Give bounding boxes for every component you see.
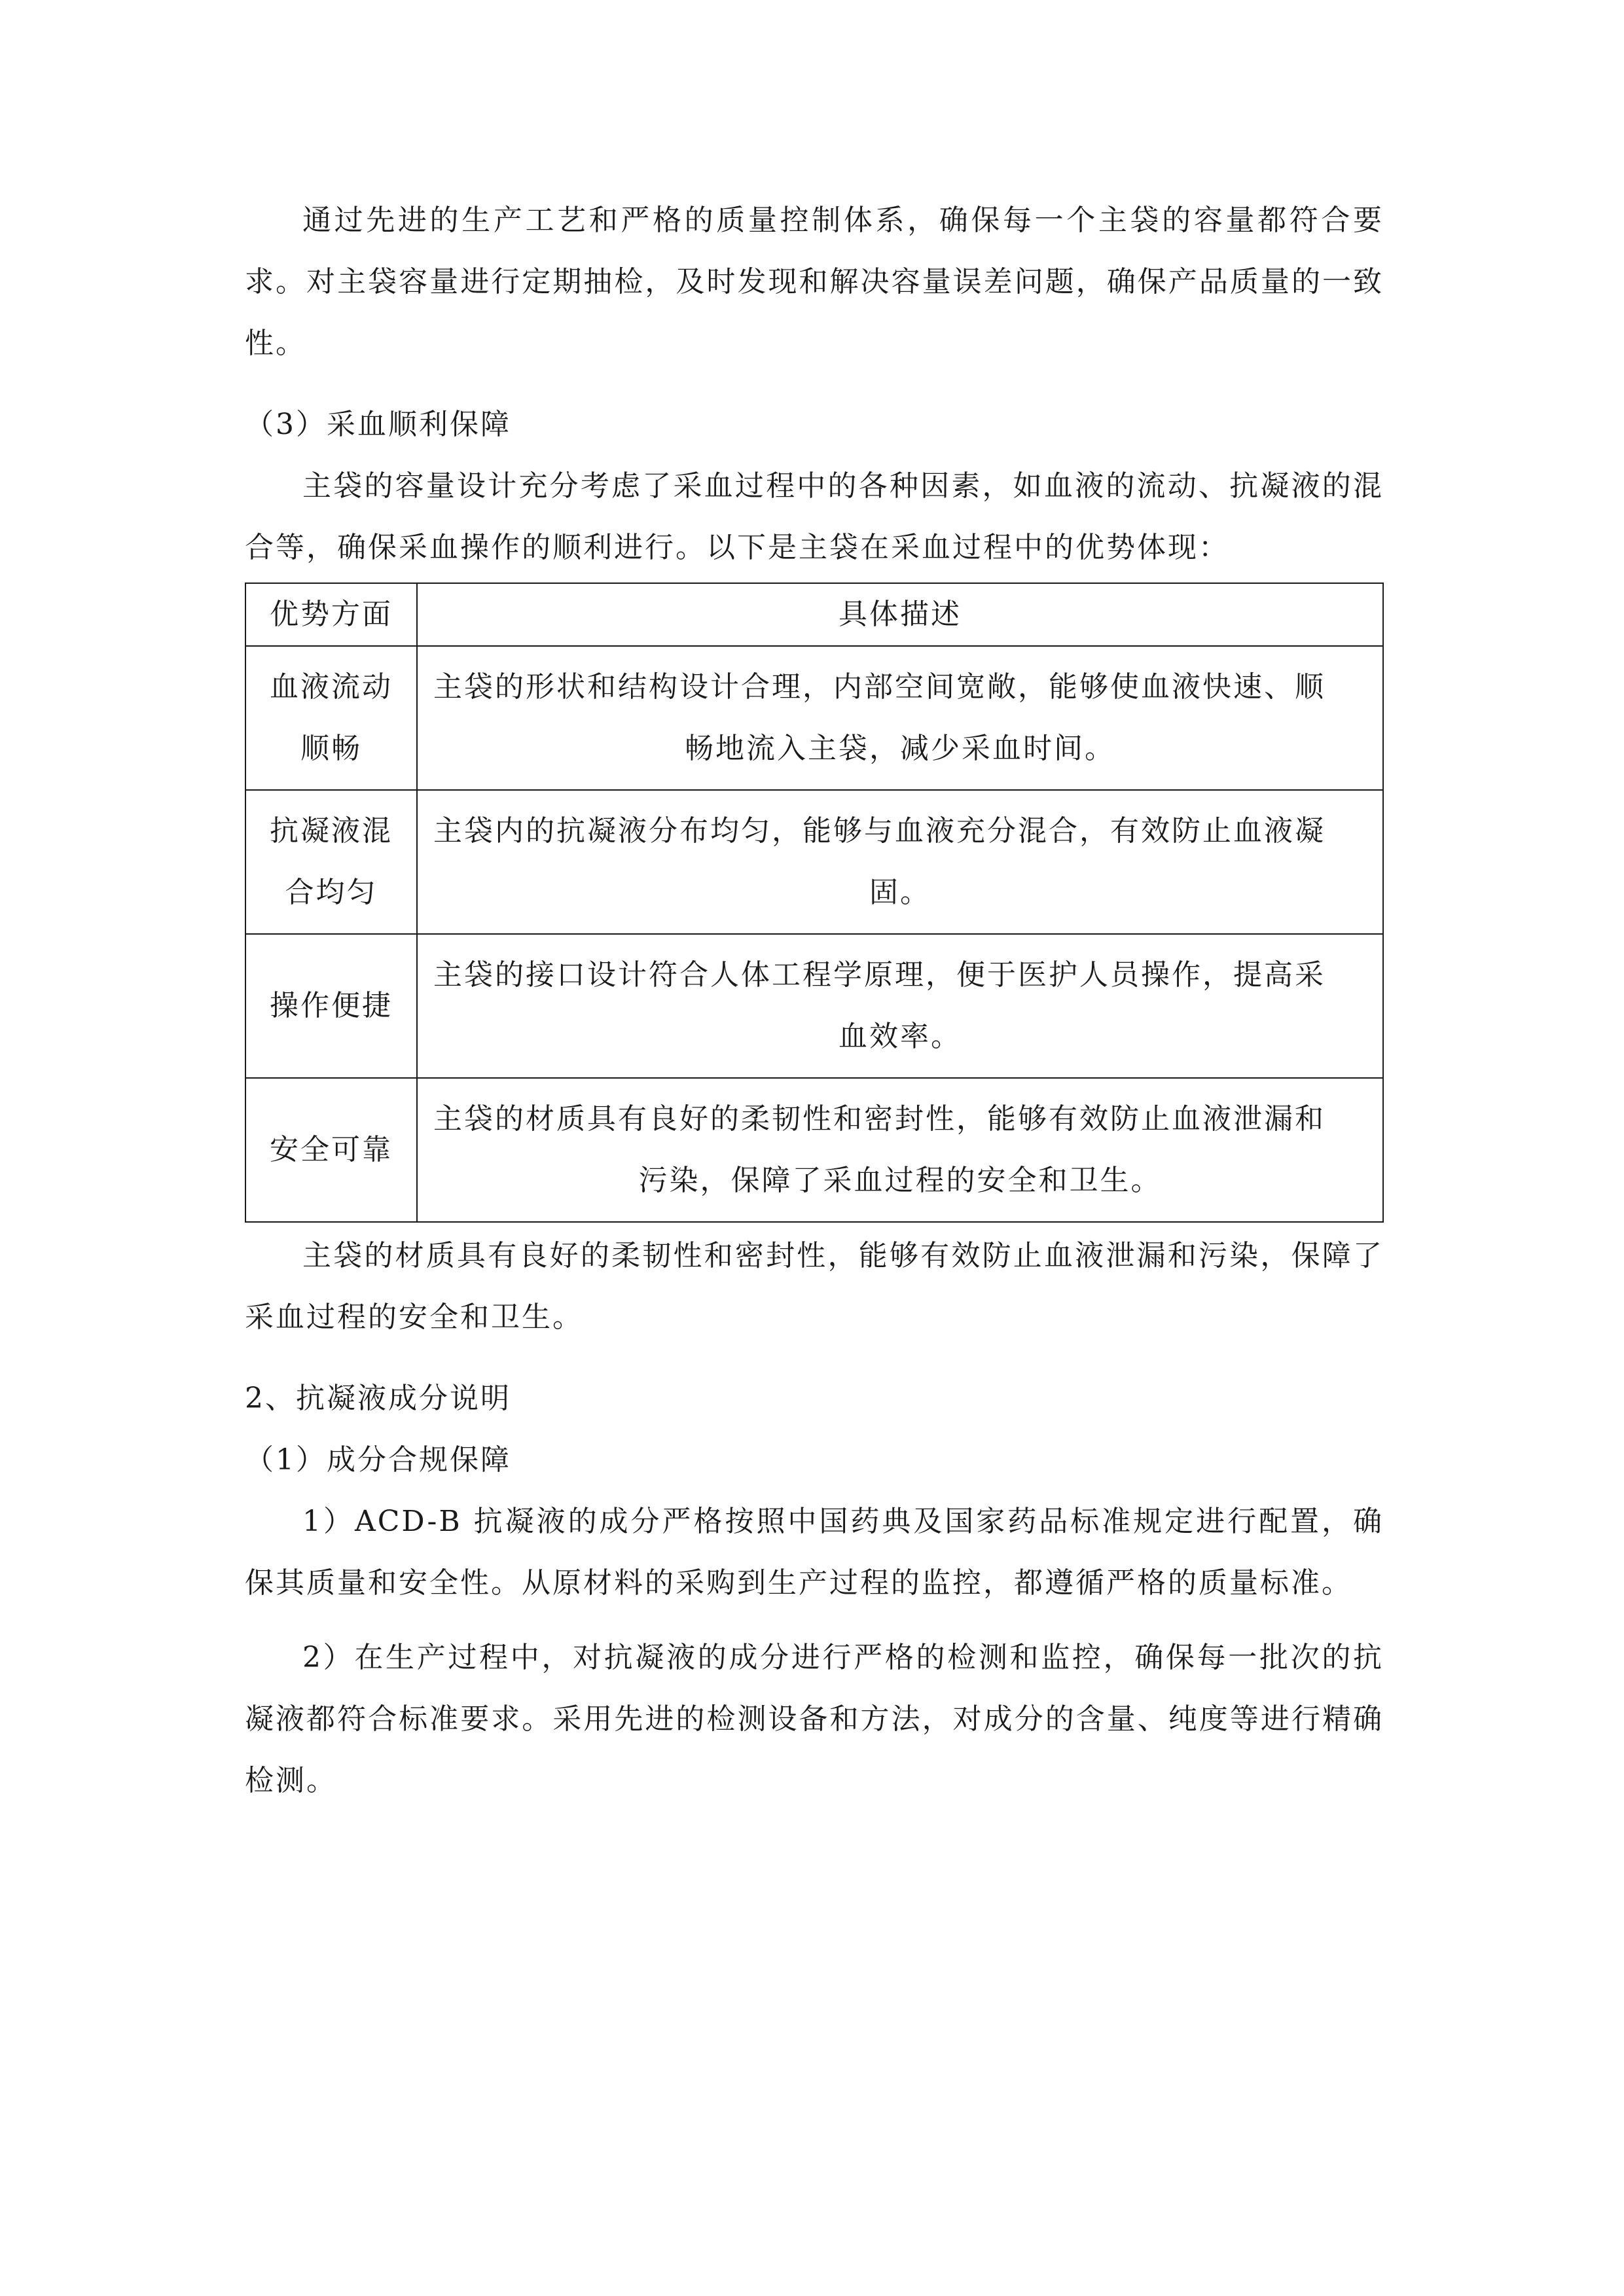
description-cell	[417, 934, 1383, 1078]
aspect-cell	[245, 646, 417, 790]
heading-compliance: （1）成分合规保障	[245, 1443, 511, 1477]
description-cell	[417, 646, 1383, 790]
description-line: 主袋内的抗凝液分布均匀，能够与血液充分混合，有效防止血液凝	[433, 814, 1326, 848]
table-row	[245, 1078, 1383, 1222]
paragraph-material-safety: 主袋的材质具有良好的柔韧性和密封性，能够有效防止血液泄漏和污染，保障了采血过程的安全和卫生。	[245, 1239, 1384, 1334]
document-body	[245, 190, 1384, 1812]
aspect-cell: 操作便捷	[245, 934, 417, 1078]
paragraph-capacity-design: 主袋的容量设计充分考虑了采血过程中的各种因素，如血液的流动、抗凝液的混合等，确保采血操作的顺利进行。以下是主袋在采血过程中的优势体现：	[245, 469, 1384, 564]
table-row	[245, 790, 1383, 934]
description-line: 畅地流入主袋，减少采血时间。	[685, 732, 1115, 765]
header-description: 具体描述	[417, 583, 1383, 646]
table-header-row	[245, 583, 1383, 646]
aspect-line: 合均匀	[285, 876, 378, 909]
table-row	[245, 646, 1383, 790]
description-line: 主袋的接口设计符合人体工程学原理，便于医护人员操作，提高采	[433, 958, 1326, 992]
aspect-cell	[245, 790, 417, 934]
description-cell	[417, 790, 1383, 934]
table-row	[245, 934, 1383, 1078]
aspect-line: 顺畅	[300, 732, 362, 765]
description-line: 固。	[869, 876, 931, 909]
aspect-cell: 安全可靠	[245, 1078, 417, 1222]
description-line: 主袋的材质具有良好的柔韧性和密封性，能够有效防止血液泄漏和	[433, 1102, 1326, 1136]
description-line: 主袋的形状和结构设计合理，内部空间宽敞，能够使血液快速、顺	[433, 670, 1326, 704]
description-line: 血效率。	[839, 1020, 962, 1053]
description-line: 污染，保障了采血过程的安全和卫生。	[638, 1164, 1162, 1197]
advantages-table	[245, 583, 1384, 1223]
paragraph-capacity-control: 通过先进的生产工艺和严格的质量控制体系，确保每一个主袋的容量都符合要求。对主袋容量进行定期抽检，及时发现和解决容量误差问题，确保产品质量的一致性。	[245, 204, 1384, 360]
heading-anticoagulant: 2、抗凝液成分说明	[245, 1382, 511, 1415]
heading-blood-collection: （3）采血顺利保障	[245, 408, 511, 441]
header-aspect: 优势方面	[245, 583, 417, 646]
aspect-line: 血液流动	[270, 670, 393, 704]
description-cell	[417, 1078, 1383, 1222]
paragraph-production-testing: 2）在生产过程中，对抗凝液的成分进行严格的检测和监控，确保每一批次的抗凝液都符合标准要求。采用先进的检测设备和方法，对成分的含量、纯度等进行精确检测。	[245, 1641, 1384, 1797]
aspect-line: 抗凝液混	[270, 814, 393, 848]
paragraph-acd-b-standard: 1）ACD-B 抗凝液的成分严格按照中国药典及国家药品标准规定进行配置，确保其质量和安全性。从原材料的采购到生产过程的监控，都遵循严格的质量标准。	[245, 1505, 1384, 1600]
